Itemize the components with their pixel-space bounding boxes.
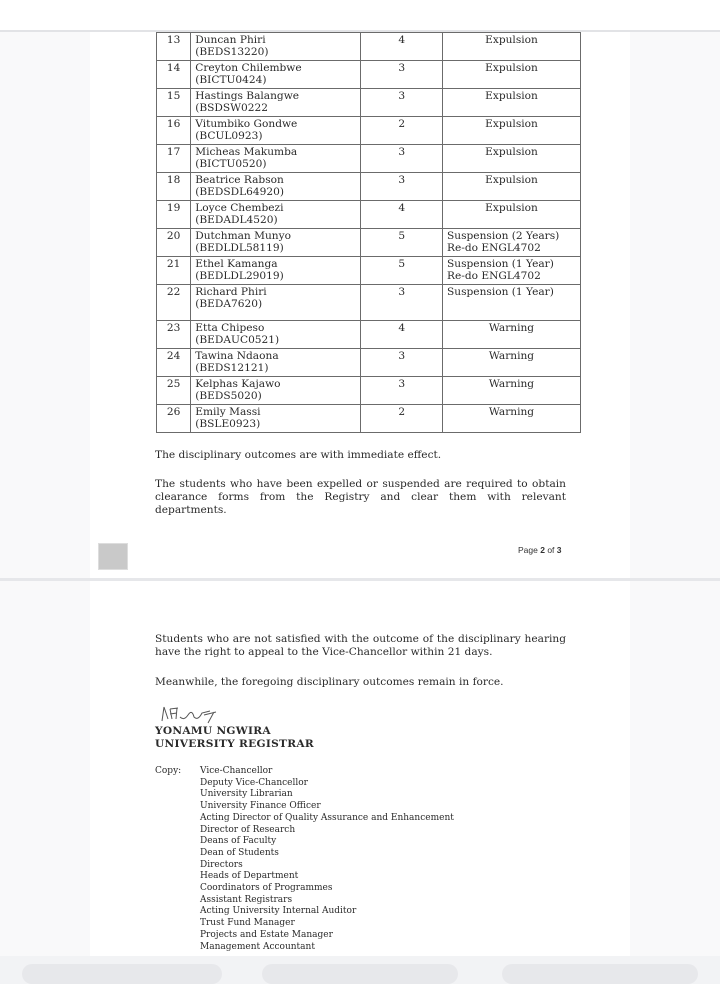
signatory-block (155, 725, 314, 751)
viewer-top-bar (0, 0, 720, 30)
outcome-text: Warning (488, 378, 535, 390)
outcome-cell (443, 201, 581, 229)
table-row (157, 377, 581, 405)
student-name: Vitumbiko Gondwe (195, 118, 298, 130)
outcome-cell (443, 61, 581, 89)
immediate-effect-paragraph: The disciplinary outcomes are with immediate effect. (155, 449, 442, 461)
offence-count: 4 (398, 202, 406, 214)
copy-recipient: Coordinators of Programmes (200, 883, 333, 894)
student-name: Hastings Balangwe (195, 90, 300, 102)
outcome-cell (443, 173, 581, 201)
outcome-cell (443, 405, 581, 433)
signature-image (158, 703, 238, 725)
row-number: 16 (166, 118, 181, 130)
copy-recipient: Director of Research (200, 824, 296, 835)
table-row (157, 61, 581, 89)
student-cell (191, 89, 361, 117)
count-cell (361, 145, 443, 173)
copy-recipient: Assistant Registrars (200, 894, 293, 905)
copy-recipient: Deans of Faculty (200, 836, 277, 847)
copy-recipient: Dean of Students (200, 847, 279, 858)
copy-recipient: Heads of Department (200, 871, 299, 882)
student-cell (191, 321, 361, 349)
viewer-bottom-bar (0, 956, 720, 972)
offence-count: 2 (398, 118, 406, 130)
outcome-text: Suspension (2 Years) (447, 230, 560, 242)
student-name: Duncan Phiri (195, 34, 266, 46)
count-cell (361, 229, 443, 257)
outcome-text: Warning (488, 322, 535, 334)
copy-recipient: Acting University Internal Auditor (200, 906, 357, 917)
disciplinary-outcomes-table (156, 32, 581, 433)
offence-count: 3 (398, 378, 406, 390)
row-number: 17 (166, 146, 181, 158)
bottom-action-button-3[interactable] (502, 964, 698, 984)
copy-recipient: Deputy Vice-Chancellor (200, 777, 308, 788)
count-cell (361, 201, 443, 229)
row-number: 20 (166, 230, 181, 242)
outcome-text: Expulsion (485, 174, 538, 186)
student-name: Emily Massi (195, 406, 261, 418)
copy-recipient: Acting Director of Quality Assurance and Enhancement (200, 812, 454, 823)
outcome-text: Expulsion (485, 202, 538, 214)
student-name: Richard Phiri (195, 286, 267, 298)
row-number: 24 (166, 350, 181, 362)
row-number: 15 (166, 90, 181, 102)
offence-count: 3 (398, 90, 406, 102)
outcome-text: Warning (488, 406, 535, 418)
row-number-cell (157, 377, 191, 405)
student-name: Beatrice Rabson (195, 174, 284, 186)
row-number-cell (157, 201, 191, 229)
row-number-cell (157, 61, 191, 89)
outcome-text: Expulsion (485, 34, 538, 46)
outcome-text: Suspension (1 Year) (447, 258, 554, 270)
count-cell (361, 321, 443, 349)
outcome-cell (443, 33, 581, 61)
student-id: (BEDS13220) (195, 46, 269, 58)
student-id: (BCUL0923) (195, 130, 263, 142)
copy-recipient: Trust Fund Manager (200, 918, 295, 929)
page-margin-right (630, 32, 720, 580)
row-number-cell (157, 229, 191, 257)
student-name: Ethel Kamanga (195, 258, 278, 270)
count-cell (361, 89, 443, 117)
student-id: (BEDAUC0521) (195, 334, 280, 346)
appeal-paragraph: Students who are not satisfied with the outcome of the disciplinary hearing have the right to appeal to the Vice-Chancellor within 21 days. (155, 633, 566, 658)
copy-recipient: University Librarian (200, 789, 293, 800)
row-number: 18 (166, 174, 181, 186)
outcome-text: Expulsion (485, 90, 538, 102)
count-cell (361, 257, 443, 285)
student-cell (191, 229, 361, 257)
row-number: 19 (166, 202, 181, 214)
row-number-cell (157, 257, 191, 285)
student-cell (191, 377, 361, 405)
page-total: 3 (556, 545, 562, 555)
table-row (157, 89, 581, 117)
student-cell (191, 145, 361, 173)
student-cell (191, 257, 361, 285)
page-label-mid: of (544, 545, 557, 555)
outcome-cell (443, 321, 581, 349)
in-force-paragraph: Meanwhile, the foregoing disciplinary outcomes remain in force. (155, 676, 504, 688)
student-name: Etta Chipeso (195, 322, 265, 334)
student-cell (191, 201, 361, 229)
page-margin-right (630, 581, 720, 959)
copy-label: Copy: (155, 766, 182, 776)
outcome-text: Re-do ENGL4702 (447, 270, 541, 282)
clearance-paragraph: The students who have been expelled or suspended are required to obtain clearance forms from the Registry and clear them with relevant departments. (155, 478, 566, 516)
student-name: Kelphas Kajawo (195, 378, 281, 390)
bottom-action-button-1[interactable] (22, 964, 222, 984)
student-id: (BICTU0424) (195, 74, 267, 86)
row-number-cell (157, 33, 191, 61)
student-id: (BICTU0520) (195, 158, 267, 170)
outcome-text: Suspension (1 Year) (447, 286, 554, 298)
outcome-cell (443, 89, 581, 117)
student-cell (191, 285, 361, 321)
copy-recipient: Management Accountant (200, 941, 315, 952)
student-id: (BEDA7620) (195, 298, 263, 310)
count-cell (361, 33, 443, 61)
student-id: (BEDS5020) (195, 390, 262, 402)
student-name: Tawina Ndaona (195, 350, 279, 362)
count-cell (361, 405, 443, 433)
table-row (157, 33, 581, 61)
row-number-cell (157, 405, 191, 433)
offence-count: 3 (398, 146, 406, 158)
outcome-text: Expulsion (485, 146, 538, 158)
student-cell (191, 33, 361, 61)
student-id: (BEDADL4520) (195, 214, 278, 226)
copy-recipient: Projects and Estate Manager (200, 929, 333, 940)
student-cell (191, 117, 361, 145)
student-name: Micheas Makumba (195, 146, 298, 158)
outcome-text: Warning (488, 350, 535, 362)
row-number: 21 (166, 258, 181, 270)
table-row (157, 257, 581, 285)
outcome-cell (443, 377, 581, 405)
copy-recipient: University Finance Officer (200, 801, 321, 812)
page-current: 2 (540, 545, 545, 555)
page-margin-left (0, 581, 90, 959)
bottom-action-button-2[interactable] (262, 964, 458, 984)
offence-count: 2 (398, 406, 406, 418)
copy-recipient: Directors (200, 859, 243, 870)
offence-count: 5 (398, 230, 406, 242)
outcome-cell (443, 349, 581, 377)
count-cell (361, 173, 443, 201)
student-name: Creyton Chilembwe (195, 62, 302, 74)
table-row (157, 173, 581, 201)
table-row (157, 349, 581, 377)
table-row (157, 145, 581, 173)
offence-count: 3 (398, 350, 406, 362)
row-number: 26 (166, 406, 181, 418)
page-number (518, 545, 562, 555)
outcome-cell (443, 117, 581, 145)
row-number: 25 (166, 378, 181, 390)
offence-count: 3 (398, 62, 406, 74)
page-sheet (90, 32, 630, 580)
offence-count: 3 (398, 286, 406, 298)
student-id: (BEDLDL29019) (195, 270, 284, 282)
row-number-cell (157, 145, 191, 173)
outcome-cell (443, 285, 581, 321)
signatory-name: YONAMU NGWIRA (155, 725, 271, 737)
outcome-text: Re-do ENGL4702 (447, 242, 541, 254)
offence-count: 5 (398, 258, 406, 270)
row-number: 22 (166, 286, 181, 298)
signatory-title: UNIVERSITY REGISTRAR (155, 738, 314, 750)
count-cell (361, 61, 443, 89)
student-cell (191, 61, 361, 89)
table-row (157, 321, 581, 349)
table-row (157, 285, 581, 321)
table-row (157, 117, 581, 145)
document-page-2 (0, 30, 720, 580)
student-id: (BSDSW0222 (195, 102, 269, 114)
document-page-3 (0, 578, 720, 959)
copy-recipients-list (200, 766, 454, 953)
count-cell (361, 117, 443, 145)
student-id: (BEDLDL58119) (195, 242, 284, 254)
page-label-prefix: Page (518, 545, 541, 555)
table-row (157, 201, 581, 229)
row-number: 13 (166, 34, 181, 46)
student-cell (191, 173, 361, 201)
outcome-cell (443, 145, 581, 173)
count-cell (361, 349, 443, 377)
table-row (157, 405, 581, 433)
row-number: 14 (166, 62, 181, 74)
outcome-cell (443, 229, 581, 257)
page-thumbnail-button[interactable] (98, 543, 128, 570)
outcome-cell (443, 257, 581, 285)
student-cell (191, 405, 361, 433)
row-number-cell (157, 173, 191, 201)
student-id: (BEDSDL64920) (195, 186, 284, 198)
table-row (157, 229, 581, 257)
row-number-cell (157, 321, 191, 349)
outcome-text: Expulsion (485, 118, 538, 130)
count-cell (361, 377, 443, 405)
count-cell (361, 285, 443, 321)
offence-count: 4 (398, 34, 406, 46)
student-cell (191, 349, 361, 377)
page-margin-left (0, 32, 90, 580)
row-number-cell (157, 285, 191, 321)
row-number: 23 (166, 322, 181, 334)
row-number-cell (157, 89, 191, 117)
row-number-cell (157, 117, 191, 145)
offence-count: 3 (398, 174, 406, 186)
page-sheet (90, 581, 630, 959)
student-id: (BEDS12121) (195, 362, 269, 374)
student-name: Dutchman Munyo (195, 230, 291, 242)
student-id: (BSLE0923) (195, 418, 261, 430)
copy-recipient: Vice-Chancellor (200, 766, 273, 776)
offence-count: 4 (398, 322, 406, 334)
row-number-cell (157, 349, 191, 377)
outcome-text: Expulsion (485, 62, 538, 74)
student-name: Loyce Chembezi (195, 202, 284, 214)
